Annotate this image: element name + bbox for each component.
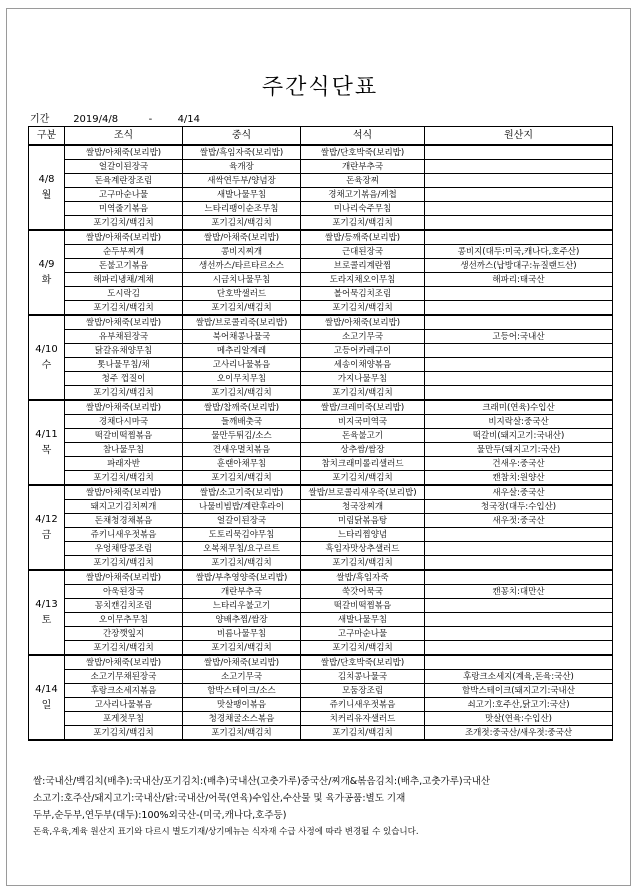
dinner-cell: 쌀밥/크레미죽(보리밥) bbox=[301, 400, 425, 415]
breakfast-cell: 돈불고기볶음 bbox=[65, 259, 183, 273]
dinner-cell: 흑임자맛상추샐러드 bbox=[301, 542, 425, 556]
lunch-cell: 들깨배춧국 bbox=[183, 415, 301, 429]
dinner-cell: 소고기무국 bbox=[301, 330, 425, 344]
origin-cell: 새우젓:중국산 bbox=[425, 514, 613, 528]
header-origin: 원산지 bbox=[425, 127, 613, 146]
origin-cell: 새우살:중국산 bbox=[425, 485, 613, 500]
period-line bbox=[30, 110, 200, 125]
lunch-cell: 느타리팽이순조무침 bbox=[183, 202, 301, 216]
lunch-cell: 콩비지찌개 bbox=[183, 245, 301, 259]
origin-cell bbox=[425, 344, 613, 358]
breakfast-cell: 해파리냉채/계채 bbox=[65, 273, 183, 287]
table-row bbox=[29, 542, 613, 556]
day-cell bbox=[29, 655, 65, 740]
menu-body bbox=[29, 145, 613, 740]
day-weekday: 금 bbox=[41, 529, 52, 541]
origin-cell bbox=[425, 188, 613, 202]
origin-cell: 쇠고기:호주산,닭고기:국산) bbox=[425, 698, 613, 712]
origin-cell bbox=[425, 655, 613, 670]
dinner-cell: 떡갈비떡찜볶음 bbox=[301, 599, 425, 613]
note-line: 두부,순두부,연두부(대두):100%외국산-(미국,캐나다,호주등) bbox=[33, 810, 287, 821]
origin-cell bbox=[425, 556, 613, 571]
dinner-cell: 포기김치/백김치 bbox=[301, 386, 425, 401]
dinner-cell: 돈육장찌 bbox=[301, 174, 425, 188]
dinner-cell: 비지국미역국 bbox=[301, 415, 425, 429]
day-date: 4/9 bbox=[38, 258, 55, 270]
origin-cell: 비지락살:중국산 bbox=[425, 415, 613, 429]
header-dinner: 석식 bbox=[301, 127, 425, 146]
origin-cell bbox=[425, 301, 613, 316]
origin-cell bbox=[425, 216, 613, 231]
dinner-cell: 청국장찌개 bbox=[301, 500, 425, 514]
lunch-cell: 느타리우불고기 bbox=[183, 599, 301, 613]
lunch-cell: 양배추찜/쌈장 bbox=[183, 613, 301, 627]
lunch-cell: 새발나물무침 bbox=[183, 188, 301, 202]
origin-cell bbox=[425, 145, 613, 160]
lunch-cell: 쌀밥/아채죽(보리밥) bbox=[183, 230, 301, 245]
lunch-cell: 얼갈이된장국 bbox=[183, 514, 301, 528]
origin-cell: 청국장(대두:수입산) bbox=[425, 500, 613, 514]
origin-cell bbox=[425, 528, 613, 542]
lunch-cell: 단호박샐러드 bbox=[183, 287, 301, 301]
breakfast-cell: 쌀밥/아채죽(보리밥) bbox=[65, 570, 183, 585]
table-row bbox=[29, 570, 613, 585]
breakfast-cell: 쥬키니새우젓볶음 bbox=[65, 528, 183, 542]
table-row bbox=[29, 174, 613, 188]
lunch-cell: 소고기무국 bbox=[183, 670, 301, 684]
breakfast-cell: 쌀밥/아채죽(보리밥) bbox=[65, 230, 183, 245]
day-cell bbox=[29, 145, 65, 230]
table-row bbox=[29, 528, 613, 542]
table-row bbox=[29, 301, 613, 316]
breakfast-cell: 포기김치/백김치 bbox=[65, 726, 183, 741]
table-row bbox=[29, 684, 613, 698]
breakfast-cell: 포기김치/백김치 bbox=[65, 641, 183, 656]
notes bbox=[33, 773, 623, 841]
table-row bbox=[29, 556, 613, 571]
breakfast-cell: 파래자반 bbox=[65, 457, 183, 471]
breakfast-cell: 쌀밥/아채죽(보리밥) bbox=[65, 655, 183, 670]
lunch-cell: 포기김치/백김치 bbox=[183, 216, 301, 231]
day-weekday: 일 bbox=[41, 699, 52, 711]
dinner-cell: 참치크래미롤리샐러드 bbox=[301, 457, 425, 471]
origin-cell: 크래미(연육)수입산 bbox=[425, 400, 613, 415]
origin-cell bbox=[425, 542, 613, 556]
lunch-cell: 쌀밥/아채죽(보리밥) bbox=[183, 655, 301, 670]
origin-cell: 떡갈비(돼지고기:국내산) bbox=[425, 429, 613, 443]
origin-cell: 함박스테이크(돼지고기:국내산 bbox=[425, 684, 613, 698]
lunch-cell: 비름나물무침 bbox=[183, 627, 301, 641]
day-weekday: 수 bbox=[41, 359, 52, 371]
dinner-cell: 쑥갓어묵국 bbox=[301, 585, 425, 599]
dinner-cell: 쌀밥/브로콜리새우죽(보리밥) bbox=[301, 485, 425, 500]
breakfast-cell: 포기김치/백김치 bbox=[65, 471, 183, 486]
lunch-cell: 오이무치무침 bbox=[183, 372, 301, 386]
breakfast-cell: 청주 껍질이 bbox=[65, 372, 183, 386]
dinner-cell: 느타리찜양념 bbox=[301, 528, 425, 542]
origin-cell: 후랑크소세지(계육,돈육:국산) bbox=[425, 670, 613, 684]
breakfast-cell: 쌀밥/아채죽(보리밥) bbox=[65, 315, 183, 330]
table-row bbox=[29, 429, 613, 443]
lunch-cell: 쌀밥/소고기죽(보리밥) bbox=[183, 485, 301, 500]
origin-cell: 조개젓:중국산/새우젓:중국산 bbox=[425, 726, 613, 741]
period-end: 4/14 bbox=[177, 114, 201, 125]
breakfast-cell: 포기김치/백김치 bbox=[65, 386, 183, 401]
table-row bbox=[29, 698, 613, 712]
origin-cell: 맛살(연육:수입산) bbox=[425, 712, 613, 726]
breakfast-cell: 쌀밥/아채죽(보리밥) bbox=[65, 145, 183, 160]
origin-cell bbox=[425, 613, 613, 627]
origin-cell bbox=[425, 599, 613, 613]
dinner-cell: 미림닭볶음탕 bbox=[301, 514, 425, 528]
dinner-cell: 쌀밥/단호박죽(보리밥) bbox=[301, 655, 425, 670]
lunch-cell: 포기김치/백김치 bbox=[183, 726, 301, 741]
table-row bbox=[29, 216, 613, 231]
dinner-cell: 고구마순나물 bbox=[301, 627, 425, 641]
day-date: 4/10 bbox=[35, 343, 58, 355]
note-line: 돈육,우육,계육 원산지 표기와 다르시 별도기재/상기메뉴는 식자재 수급 사정에 따라 변경될 수 있습니다. bbox=[33, 827, 419, 837]
origin-cell bbox=[425, 372, 613, 386]
origin-cell: 물만두(돼지고기:국산) bbox=[425, 443, 613, 457]
period-start: 2019/4/8 bbox=[73, 114, 119, 125]
dinner-cell: 세송이채양볶음 bbox=[301, 358, 425, 372]
lunch-cell: 청경채굴소스볶음 bbox=[183, 712, 301, 726]
table-row bbox=[29, 712, 613, 726]
header-category: 구분 bbox=[29, 127, 65, 146]
day-cell bbox=[29, 570, 65, 655]
table-row bbox=[29, 400, 613, 415]
table-row bbox=[29, 330, 613, 344]
period-label: 기간 bbox=[30, 114, 50, 125]
breakfast-cell: 유부채된장국 bbox=[65, 330, 183, 344]
note-line: 쌀:국내산/백김치(배추):국내산/포기김치:(배추)국내산(고춧가루)중국산/찌개&볶음김치:(배추,고춧가루)국내산 bbox=[33, 776, 491, 787]
lunch-cell: 도토리묵김야무침 bbox=[183, 528, 301, 542]
lunch-cell: 개란부추국 bbox=[183, 585, 301, 599]
dinner-cell: 쌀밥/등깨죽(보리밥) bbox=[301, 230, 425, 245]
origin-cell: 고등어:국내산 bbox=[425, 330, 613, 344]
breakfast-cell: 참나물무침 bbox=[65, 443, 183, 457]
page-title: 주간식단표 bbox=[261, 75, 379, 100]
lunch-cell: 포기김치/백김치 bbox=[183, 386, 301, 401]
dinner-cell: 포기김치/백김치 bbox=[301, 471, 425, 486]
origin-cell bbox=[425, 230, 613, 245]
day-cell bbox=[29, 400, 65, 485]
table-row bbox=[29, 500, 613, 514]
table-row bbox=[29, 655, 613, 670]
dinner-cell: 쌀밥/아채죽(보리밥) bbox=[301, 315, 425, 330]
dinner-cell: 김치콩나물국 bbox=[301, 670, 425, 684]
dinner-cell: 치커리유자샐러드 bbox=[301, 712, 425, 726]
day-weekday: 목 bbox=[41, 444, 52, 456]
day-weekday: 토 bbox=[41, 614, 52, 626]
table-row bbox=[29, 386, 613, 401]
breakfast-cell: 돈채청경채볶음 bbox=[65, 514, 183, 528]
breakfast-cell: 돼지고기김치찌개 bbox=[65, 500, 183, 514]
day-date: 4/14 bbox=[35, 683, 58, 695]
lunch-cell: 쌀밥/브로콜리죽(보리밥) bbox=[183, 315, 301, 330]
dinner-cell: 쌀밥/단호박죽(보리밥) bbox=[301, 145, 425, 160]
table-row bbox=[29, 726, 613, 741]
dinner-cell: 포기김치/백김치 bbox=[301, 301, 425, 316]
breakfast-cell: 닭갈유채양무침 bbox=[65, 344, 183, 358]
origin-cell bbox=[425, 287, 613, 301]
dinner-cell: 볼어묵김치조림 bbox=[301, 287, 425, 301]
breakfast-cell: 오이무추무침 bbox=[65, 613, 183, 627]
menu-table bbox=[28, 126, 613, 741]
table-row bbox=[29, 202, 613, 216]
lunch-cell: 시금치나물무침 bbox=[183, 273, 301, 287]
table-row bbox=[29, 160, 613, 174]
lunch-cell: 나물비빔밥/계란후라이 bbox=[183, 500, 301, 514]
table-row bbox=[29, 627, 613, 641]
dinner-cell: 개란부추국 bbox=[301, 160, 425, 174]
dinner-cell: 새발나물무침 bbox=[301, 613, 425, 627]
note-line: 소고기:호주산/돼지고기:국내산/닭:국내산/어묵(연육)수입산,수산물 및 육가공품:별도 기재 bbox=[33, 793, 406, 804]
lunch-cell: 물만두튀김/소스 bbox=[183, 429, 301, 443]
lunch-cell: 훈랜아채무침 bbox=[183, 457, 301, 471]
dinner-cell: 브로콜리계란찜 bbox=[301, 259, 425, 273]
table-row bbox=[29, 514, 613, 528]
table-row bbox=[29, 372, 613, 386]
table-row bbox=[29, 641, 613, 656]
breakfast-cell: 꽁치캔김치조림 bbox=[65, 599, 183, 613]
dinner-cell: 돈육불고기 bbox=[301, 429, 425, 443]
table-row bbox=[29, 273, 613, 287]
lunch-cell: 생선까스/타르타르소스 bbox=[183, 259, 301, 273]
breakfast-cell: 아욱된장국 bbox=[65, 585, 183, 599]
table-row bbox=[29, 358, 613, 372]
table-row bbox=[29, 457, 613, 471]
lunch-cell: 쌀밥/부추영양죽(보리밥) bbox=[183, 570, 301, 585]
table-row bbox=[29, 599, 613, 613]
table-row bbox=[29, 145, 613, 160]
dinner-cell: 상추쌈/쌈장 bbox=[301, 443, 425, 457]
period-dash: - bbox=[148, 114, 153, 125]
table-row bbox=[29, 344, 613, 358]
table-row bbox=[29, 230, 613, 245]
breakfast-cell: 경채다시마국 bbox=[65, 415, 183, 429]
origin-cell bbox=[425, 358, 613, 372]
breakfast-cell: 포게젓무침 bbox=[65, 712, 183, 726]
lunch-cell: 포기김치/백김치 bbox=[183, 556, 301, 571]
table-row bbox=[29, 287, 613, 301]
origin-cell: 해파리:태국산 bbox=[425, 273, 613, 287]
lunch-cell: 함박스테이크/소스 bbox=[183, 684, 301, 698]
breakfast-cell: 돈육계란장조림 bbox=[65, 174, 183, 188]
day-cell bbox=[29, 485, 65, 570]
table-row bbox=[29, 315, 613, 330]
dinner-cell: 근대된장국 bbox=[301, 245, 425, 259]
origin-cell bbox=[425, 160, 613, 174]
table-row bbox=[29, 670, 613, 684]
lunch-cell: 견새우멸치볶음 bbox=[183, 443, 301, 457]
dinner-cell: 포기김치/백김치 bbox=[301, 641, 425, 656]
origin-cell bbox=[425, 174, 613, 188]
breakfast-cell: 쌀밥/아채죽(보리밥) bbox=[65, 400, 183, 415]
lunch-cell: 포기김치/백김치 bbox=[183, 301, 301, 316]
breakfast-cell: 톳나물무침/채 bbox=[65, 358, 183, 372]
table-row bbox=[29, 415, 613, 429]
origin-cell: 캔꽁치:대만산 bbox=[425, 585, 613, 599]
origin-cell: 건새우:중국산 bbox=[425, 457, 613, 471]
dinner-cell: 경채고기볶음/케첩 bbox=[301, 188, 425, 202]
table-row bbox=[29, 188, 613, 202]
origin-cell: 생선까스(납방대구:뉴질랜드산) bbox=[425, 259, 613, 273]
lunch-cell: 새싹연두부/양념장 bbox=[183, 174, 301, 188]
table-row bbox=[29, 259, 613, 273]
lunch-cell: 메추리알계레 bbox=[183, 344, 301, 358]
dinner-cell: 모둠장조림 bbox=[301, 684, 425, 698]
origin-cell bbox=[425, 315, 613, 330]
table-row bbox=[29, 585, 613, 599]
breakfast-cell: 순두부찌개 bbox=[65, 245, 183, 259]
breakfast-cell: 미역줄기볶음 bbox=[65, 202, 183, 216]
dinner-cell: 미나리숙주무침 bbox=[301, 202, 425, 216]
day-date: 4/8 bbox=[38, 173, 55, 185]
table-row bbox=[29, 471, 613, 486]
lunch-cell: 쌀밥/찹깨죽(보리밥) bbox=[183, 400, 301, 415]
header-lunch: 중식 bbox=[183, 127, 301, 146]
table-row bbox=[29, 485, 613, 500]
lunch-cell: 북어채콩나물국 bbox=[183, 330, 301, 344]
breakfast-cell: 쌀밥/아채죽(보리밥) bbox=[65, 485, 183, 500]
origin-cell: 콩비지(대두:미국,캐나다,호주산) bbox=[425, 245, 613, 259]
dinner-cell: 쥬키니새우젓볶음 bbox=[301, 698, 425, 712]
dinner-cell: 도라지채오이무침 bbox=[301, 273, 425, 287]
breakfast-cell: 도시락김 bbox=[65, 287, 183, 301]
table-row bbox=[29, 245, 613, 259]
dinner-cell: 포기김치/백김치 bbox=[301, 216, 425, 231]
lunch-cell: 포기김치/백김치 bbox=[183, 471, 301, 486]
lunch-cell: 고사리나물볶음 bbox=[183, 358, 301, 372]
day-cell bbox=[29, 315, 65, 400]
header-breakfast: 조식 bbox=[65, 127, 183, 146]
breakfast-cell: 우엉채땅콩조림 bbox=[65, 542, 183, 556]
breakfast-cell: 고구마순나물 bbox=[65, 188, 183, 202]
breakfast-cell: 포기김치/백김치 bbox=[65, 216, 183, 231]
dinner-cell: 쌀밥/흑임자죽 bbox=[301, 570, 425, 585]
header-row bbox=[29, 127, 613, 146]
breakfast-cell: 후랑크소세지볶음 bbox=[65, 684, 183, 698]
day-date: 4/13 bbox=[35, 598, 58, 610]
day-weekday: 화 bbox=[41, 274, 52, 286]
lunch-cell: 맛살팽이볶음 bbox=[183, 698, 301, 712]
breakfast-cell: 고사리나물볶음 bbox=[65, 698, 183, 712]
lunch-cell: 쌀밥/흑임자죽(보리밥) bbox=[183, 145, 301, 160]
breakfast-cell: 떡갈비떡찜볶음 bbox=[65, 429, 183, 443]
dinner-cell: 포기김치/백김치 bbox=[301, 556, 425, 571]
day-cell bbox=[29, 230, 65, 315]
origin-cell bbox=[425, 386, 613, 401]
day-weekday: 월 bbox=[41, 189, 52, 201]
day-date: 4/12 bbox=[35, 513, 58, 525]
day-date: 4/11 bbox=[35, 428, 58, 440]
dinner-cell: 포기김치/백김치 bbox=[301, 726, 425, 741]
table-row bbox=[29, 613, 613, 627]
origin-cell bbox=[425, 641, 613, 656]
breakfast-cell: 소고기무채된장국 bbox=[65, 670, 183, 684]
origin-cell bbox=[425, 570, 613, 585]
breakfast-cell: 얼갈이된장국 bbox=[65, 160, 183, 174]
dinner-cell: 고등어카레구이 bbox=[301, 344, 425, 358]
dinner-cell: 가지나물무침 bbox=[301, 372, 425, 386]
breakfast-cell: 포기김치/백김치 bbox=[65, 301, 183, 316]
lunch-cell: 육개장 bbox=[183, 160, 301, 174]
origin-cell bbox=[425, 627, 613, 641]
lunch-cell: 오복채무침/요구르트 bbox=[183, 542, 301, 556]
breakfast-cell: 포기김치/백김치 bbox=[65, 556, 183, 571]
origin-cell: 캔참치:원양산 bbox=[425, 471, 613, 486]
table-row bbox=[29, 443, 613, 457]
origin-cell bbox=[425, 202, 613, 216]
lunch-cell: 포기김치/백김치 bbox=[183, 641, 301, 656]
breakfast-cell: 간장깻잎지 bbox=[65, 627, 183, 641]
